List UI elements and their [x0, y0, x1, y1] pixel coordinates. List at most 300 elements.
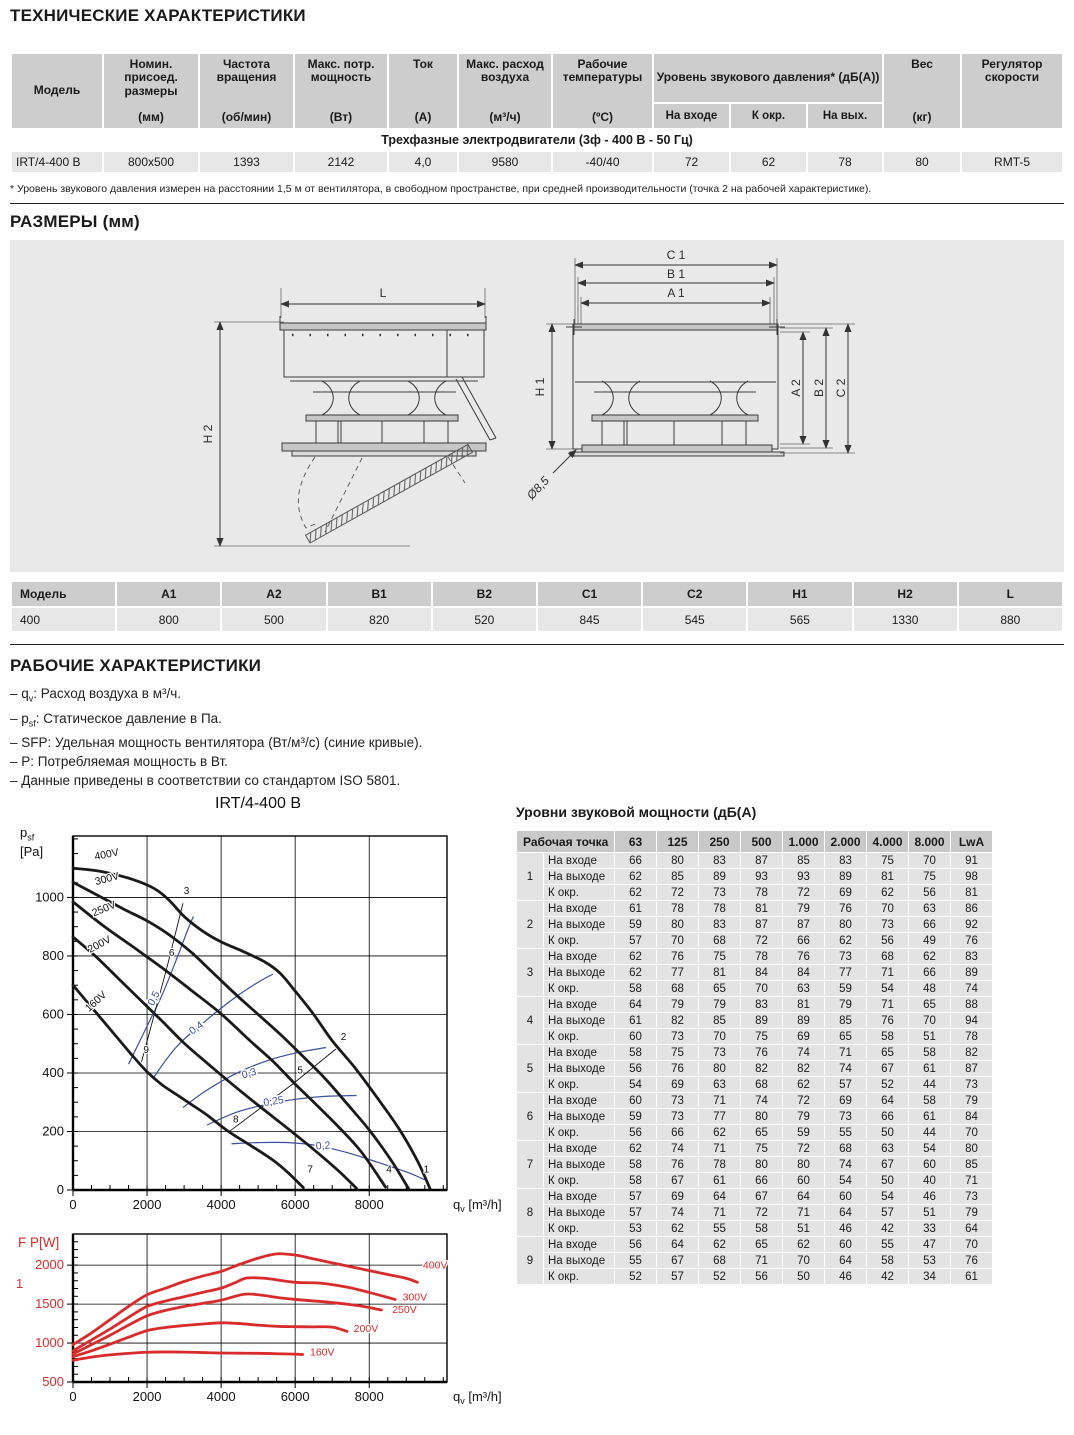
- sound-level-value: 85: [951, 1157, 992, 1172]
- measurement-position-label: К окр.: [544, 1125, 614, 1140]
- sound-level-value: 73: [867, 917, 908, 932]
- dim-label-A2: A 2: [789, 379, 803, 397]
- sound-level-value: 89: [741, 1013, 782, 1028]
- sound-table-row: [517, 1141, 992, 1156]
- svg-text:300V: 300V: [402, 1291, 428, 1304]
- section-divider: [10, 644, 1064, 645]
- sound-level-value: 34: [909, 1269, 950, 1284]
- sound-level-value: 78: [657, 901, 698, 916]
- working-point-number: 2: [517, 901, 543, 948]
- sound-level-value: 56: [615, 1061, 656, 1076]
- svg-text:400V: 400V: [422, 1259, 448, 1272]
- sound-level-value: 63: [909, 901, 950, 916]
- sound-level-value: 46: [909, 1189, 950, 1204]
- sound-level-value: 71: [867, 965, 908, 980]
- dims-header-cell: H2: [854, 582, 957, 606]
- sound-level-value: 46: [825, 1269, 866, 1284]
- y-axis-label-pressure: $p_{sf}$ [Pa]: [20, 825, 44, 859]
- svg-text:160V: 160V: [309, 1346, 335, 1359]
- sound-level-value: 73: [699, 1045, 740, 1060]
- working-point-number: 3: [517, 949, 543, 996]
- dim-label-A1: A 1: [667, 286, 685, 300]
- sound-level-value: 70: [909, 1013, 950, 1028]
- sound-level-value: 65: [741, 1125, 782, 1140]
- section-title-technical: ТЕХНИЧЕСКИЕ ХАРАКТЕРИСТИКИ: [10, 6, 306, 25]
- svg-text:8000: 8000: [354, 1197, 384, 1212]
- sound-level-value: 75: [657, 1045, 698, 1060]
- sound-level-value: 58: [909, 1093, 950, 1108]
- front-view-drawing: [546, 258, 855, 473]
- note-line: – SFP: Удельная мощность вентилятора (Вт/м³/с) (синие кривые).: [10, 735, 423, 751]
- measurement-position-label: На выходе: [544, 965, 614, 980]
- sound-level-value: 93: [741, 869, 782, 884]
- measurement-position-label: К окр.: [544, 1221, 614, 1236]
- dim-label-C1: C 1: [666, 248, 686, 262]
- sound-level-value: 64: [783, 1189, 824, 1204]
- sound-level-value: 64: [867, 1093, 908, 1108]
- sound-table-row: [517, 1269, 992, 1284]
- sound-level-value: 62: [615, 949, 656, 964]
- sound-level-value: 50: [867, 1125, 908, 1140]
- svg-text:6: 6: [168, 947, 175, 959]
- sound-level-value: 74: [783, 1045, 824, 1060]
- sound-level-value: 60: [825, 1189, 866, 1204]
- sound-header-cell: 125: [657, 831, 698, 852]
- svg-text:300V: 300V: [93, 870, 121, 889]
- sound-level-value: 51: [909, 1205, 950, 1220]
- sound-table-row: [517, 1205, 992, 1220]
- sound-level-value: 68: [699, 933, 740, 948]
- sound-table-row: [517, 885, 992, 900]
- sound-level-value: 63: [867, 1141, 908, 1156]
- sound-table-row: [517, 981, 992, 996]
- sound-level-value: 62: [699, 1237, 740, 1252]
- sound-level-value: 44: [909, 1077, 950, 1092]
- col-header-nominal-size: Номин. присоед. размеры (мм): [104, 54, 198, 128]
- sound-level-value: 42: [867, 1269, 908, 1284]
- sound-level-value: 83: [699, 917, 740, 932]
- sound-level-value: 68: [741, 1077, 782, 1092]
- svg-text:8000: 8000: [354, 1389, 384, 1404]
- measurement-position-label: На выходе: [544, 917, 614, 932]
- sound-level-value: 76: [951, 933, 992, 948]
- sound-level-value: 83: [951, 949, 992, 964]
- sound-level-value: 60: [615, 1093, 656, 1108]
- sound-level-value: 73: [951, 1077, 992, 1092]
- power-chart: [8, 1224, 508, 1416]
- sound-level-value: 70: [909, 853, 950, 868]
- sound-level-value: 54: [867, 981, 908, 996]
- sound-level-value: 70: [951, 1237, 992, 1252]
- sound-level-value: 80: [741, 1157, 782, 1172]
- sound-level-value: 93: [783, 869, 824, 884]
- note-line: – Данные приведены в соответствии со стандартом ISO 5801.: [10, 773, 401, 789]
- sound-level-value: 71: [951, 1173, 992, 1188]
- sound-level-value: 65: [867, 1045, 908, 1060]
- sound-level-value: 98: [951, 869, 992, 884]
- sound-level-value: 74: [825, 1157, 866, 1172]
- sound-level-value: 59: [783, 1125, 824, 1140]
- sound-level-value: 62: [699, 1125, 740, 1140]
- sound-level-value: 51: [783, 1221, 824, 1236]
- dims-value-cell: 1330: [854, 608, 957, 631]
- measurement-position-label: К окр.: [544, 933, 614, 948]
- motor-type-row: Трехфазные электродвигатели (3ф - 400 В - 50 Гц): [12, 130, 1062, 150]
- svg-text:4: 4: [386, 1164, 392, 1176]
- sound-level-value: 56: [615, 1237, 656, 1252]
- dims-data-row: [12, 608, 1062, 631]
- svg-text:200V: 200V: [353, 1323, 379, 1336]
- measurement-position-label: На входе: [544, 853, 614, 868]
- sound-level-value: 79: [699, 997, 740, 1012]
- svg-text:qv [m³/h]: $q_v$ [m³/h]: [453, 1389, 502, 1406]
- sound-level-value: 64: [825, 1253, 866, 1268]
- sound-table-row: [517, 917, 992, 932]
- sound-level-value: 89: [699, 869, 740, 884]
- sound-level-value: 79: [825, 997, 866, 1012]
- sound-level-value: 68: [657, 981, 698, 996]
- svg-text:0,2: 0,2: [315, 1139, 331, 1153]
- svg-text:250V: 250V: [392, 1304, 417, 1317]
- sound-level-value: 60: [615, 1029, 656, 1044]
- sound-level-value: 54: [909, 1141, 950, 1156]
- sound-table-row: [517, 1093, 992, 1108]
- sound-level-value: 82: [783, 1061, 824, 1076]
- sound-level-value: 58: [867, 1029, 908, 1044]
- sound-level-value: 83: [741, 997, 782, 1012]
- measurement-position-label: На входе: [544, 949, 614, 964]
- sound-level-value: 72: [783, 1093, 824, 1108]
- chart-title: IRT/4-400 B: [215, 795, 301, 812]
- sound-level-value: 72: [657, 885, 698, 900]
- sound-level-value: 81: [951, 885, 992, 900]
- sound-level-value: 78: [951, 1029, 992, 1044]
- sound-level-value: 67: [867, 1157, 908, 1172]
- dimensions-table: [10, 580, 1064, 633]
- sound-level-value: 62: [615, 869, 656, 884]
- svg-text:800: 800: [42, 947, 64, 963]
- sound-level-value: 62: [783, 1077, 824, 1092]
- subcol-surround: К окр.: [731, 104, 806, 128]
- svg-text:0: 0: [56, 1182, 64, 1197]
- measurement-position-label: На входе: [544, 1045, 614, 1060]
- sound-level-value: 75: [699, 949, 740, 964]
- sound-level-value: 67: [657, 1253, 698, 1268]
- measurement-position-label: На выходе: [544, 1109, 614, 1124]
- sound-level-value: 50: [783, 1269, 824, 1284]
- sound-level-value: 83: [699, 853, 740, 868]
- col-header-max-airflow: Макс. расход воздуха (м³/ч): [459, 54, 551, 128]
- sound-level-value: 71: [867, 997, 908, 1012]
- measurement-position-label: На входе: [544, 901, 614, 916]
- sound-level-value: 66: [615, 853, 656, 868]
- sound-header-cell: 500: [741, 831, 782, 852]
- sound-level-value: 50: [867, 1173, 908, 1188]
- svg-text:0: 0: [69, 1197, 77, 1212]
- sound-level-value: 67: [657, 1173, 698, 1188]
- sound-level-value: 87: [951, 1061, 992, 1076]
- sound-level-value: 84: [783, 965, 824, 980]
- sound-level-value: 71: [741, 1253, 782, 1268]
- dimension-drawings-panel: [10, 240, 1064, 572]
- sound-level-value: 72: [741, 933, 782, 948]
- svg-text:0,3: 0,3: [240, 1065, 258, 1082]
- sound-level-value: 77: [657, 965, 698, 980]
- sound-level-value: 60: [909, 1157, 950, 1172]
- sound-level-value: 69: [825, 1093, 866, 1108]
- sound-level-value: 87: [741, 853, 782, 868]
- sound-level-value: 63: [699, 1077, 740, 1092]
- svg-text:6000: 6000: [280, 1389, 310, 1404]
- sound-level-value: 81: [867, 869, 908, 884]
- sound-level-value: 72: [783, 1141, 824, 1156]
- sound-level-value: 75: [909, 869, 950, 884]
- note-line: – P: Потребляемая мощность в Вт.: [10, 754, 228, 770]
- svg-text:2000: 2000: [132, 1197, 162, 1212]
- sound-level-value: 73: [657, 1109, 698, 1124]
- sound-table-row: [517, 1045, 992, 1060]
- dims-value-cell: 880: [959, 608, 1062, 631]
- sound-level-value: 89: [825, 869, 866, 884]
- dim-label-H1: H 1: [533, 377, 547, 397]
- col-header-max-power: Макс. потр. мощность (Вт): [295, 54, 387, 128]
- sound-level-value: 75: [741, 1029, 782, 1044]
- dims-value-cell: 820: [328, 608, 431, 631]
- sound-level-value: 76: [951, 1253, 992, 1268]
- sound-level-value: 65: [825, 1029, 866, 1044]
- measurement-position-label: На выходе: [544, 1205, 614, 1220]
- sound-level-value: 76: [783, 949, 824, 964]
- sound-level-value: 58: [741, 1221, 782, 1236]
- y-axis-label-power: F P[W]: [18, 1235, 60, 1250]
- svg-text:2000: 2000: [35, 1257, 64, 1273]
- sound-level-value: 71: [699, 1093, 740, 1108]
- measurement-position-label: К окр.: [544, 1269, 614, 1284]
- sound-level-value: 63: [783, 981, 824, 996]
- sound-level-value: 60: [825, 1237, 866, 1252]
- sound-level-value: 85: [783, 853, 824, 868]
- sound-header-cell: 4.000: [867, 831, 908, 852]
- sound-level-value: 56: [615, 1125, 656, 1140]
- dims-header-cell: C1: [538, 582, 641, 606]
- sound-level-value: 73: [657, 1093, 698, 1108]
- sound-level-value: 61: [951, 1269, 992, 1284]
- sound-level-value: 66: [783, 933, 824, 948]
- sound-level-value: 80: [741, 1109, 782, 1124]
- sound-header-cell: Рабочая точка: [517, 831, 614, 852]
- sound-table-row: [517, 1221, 992, 1236]
- sound-level-value: 71: [825, 1045, 866, 1060]
- sound-level-value: 68: [867, 949, 908, 964]
- sound-level-value: 64: [699, 1189, 740, 1204]
- sound-level-value: 66: [741, 1173, 782, 1188]
- sound-level-value: 40: [909, 1173, 950, 1188]
- sound-level-value: 67: [741, 1189, 782, 1204]
- measurement-position-label: К окр.: [544, 885, 614, 900]
- sound-level-value: 68: [825, 1141, 866, 1156]
- sound-level-value: 70: [657, 933, 698, 948]
- sound-level-value: 72: [741, 1205, 782, 1220]
- dims-header-cell: B2: [433, 582, 536, 606]
- measurement-position-label: К окр.: [544, 1077, 614, 1092]
- measurement-position-label: К окр.: [544, 1173, 614, 1188]
- sound-level-value: 70: [699, 1029, 740, 1044]
- sound-table-row: [517, 1109, 992, 1124]
- working-point-number: 1: [517, 853, 543, 900]
- section-divider: [10, 203, 1064, 204]
- sound-level-value: 76: [741, 1045, 782, 1060]
- sound-level-value: 71: [783, 1205, 824, 1220]
- col-header-work-temp: Рабочие температуры (ºС): [553, 54, 652, 128]
- sound-level-value: 55: [699, 1221, 740, 1236]
- sound-level-value: 73: [951, 1189, 992, 1204]
- sound-level-value: 82: [951, 1045, 992, 1060]
- svg-text:500: 500: [42, 1374, 64, 1389]
- sound-level-value: 55: [867, 1237, 908, 1252]
- sound-level-value: 57: [615, 933, 656, 948]
- sound-level-value: 78: [699, 901, 740, 916]
- sound-level-value: 47: [909, 1237, 950, 1252]
- sound-level-value: 59: [615, 917, 656, 932]
- sound-level-value: 74: [657, 1205, 698, 1220]
- tech-data-row: IRT/4-400 B 800x500 1393 2142 4,0 9580 -40/40 72 62 78 80 RMT-5: [12, 152, 1062, 172]
- sound-header-cell: 2.000: [825, 831, 866, 852]
- sound-level-value: 92: [951, 917, 992, 932]
- sound-level-value: 57: [615, 1189, 656, 1204]
- svg-text:2: 2: [340, 1032, 347, 1044]
- sound-level-value: 52: [699, 1269, 740, 1284]
- sound-level-value: 68: [699, 1253, 740, 1268]
- svg-text:200V: 200V: [85, 933, 114, 956]
- sound-level-value: 66: [909, 917, 950, 932]
- sound-level-value: 84: [741, 965, 782, 980]
- sound-power-table: [516, 830, 993, 1285]
- sound-table-row: [517, 997, 992, 1012]
- sound-level-value: 76: [867, 1013, 908, 1028]
- sound-level-value: 54: [615, 1077, 656, 1092]
- svg-text:2000: 2000: [132, 1389, 162, 1404]
- sound-level-value: 77: [825, 965, 866, 980]
- sound-level-value: 59: [615, 1109, 656, 1124]
- sound-level-value: 62: [909, 949, 950, 964]
- sound-table-row: [517, 1173, 992, 1188]
- sound-table-row: [517, 1157, 992, 1172]
- sound-level-value: 78: [741, 885, 782, 900]
- dims-header-cell: B1: [328, 582, 431, 606]
- sound-level-value: 78: [699, 1157, 740, 1172]
- sound-level-value: 61: [909, 1061, 950, 1076]
- sound-level-value: 76: [657, 1061, 698, 1076]
- sound-level-value: 91: [951, 853, 992, 868]
- sound-level-value: 62: [615, 965, 656, 980]
- sound-level-value: 82: [741, 1061, 782, 1076]
- sound-level-value: 52: [615, 1269, 656, 1284]
- col-header-current: Ток (А): [389, 54, 457, 128]
- sound-level-value: 80: [657, 853, 698, 868]
- sound-level-value: 73: [657, 1029, 698, 1044]
- measurement-position-label: На входе: [544, 1141, 614, 1156]
- measurement-position-label: К окр.: [544, 981, 614, 996]
- dim-label-B1: B 1: [666, 267, 686, 281]
- sound-level-value: 62: [615, 885, 656, 900]
- sound-level-value: 71: [699, 1205, 740, 1220]
- sound-table-row: [517, 853, 992, 868]
- sound-level-value: 62: [657, 1221, 698, 1236]
- sound-level-value: 78: [741, 949, 782, 964]
- sound-level-value: 62: [867, 885, 908, 900]
- sound-level-value: 54: [825, 1173, 866, 1188]
- sound-level-value: 48: [909, 981, 950, 996]
- sound-level-value: 86: [951, 901, 992, 916]
- dim-label-H2: H 2: [201, 424, 215, 444]
- svg-text:5: 5: [297, 1065, 303, 1077]
- sound-level-value: 51: [909, 1029, 950, 1044]
- sound-level-value: 56: [741, 1269, 782, 1284]
- sound-level-value: 49: [909, 933, 950, 948]
- dims-header-cell: H1: [748, 582, 851, 606]
- sound-level-value: 80: [657, 917, 698, 932]
- sound-level-value: 77: [699, 1109, 740, 1124]
- sound-table-row: [517, 949, 992, 964]
- dims-value-cell: 800: [117, 608, 220, 631]
- working-point-number: 8: [517, 1189, 543, 1236]
- sound-level-value: 33: [909, 1221, 950, 1236]
- sound-level-value: 88: [951, 997, 992, 1012]
- svg-text:0: 0: [69, 1389, 77, 1404]
- svg-text:9: 9: [143, 1045, 149, 1057]
- working-point-number: 6: [517, 1093, 543, 1140]
- dims-header-cell: C2: [643, 582, 746, 606]
- svg-text:160V: 160V: [82, 989, 110, 1015]
- measurement-position-label: На выходе: [544, 869, 614, 884]
- measurement-position-label: На входе: [544, 997, 614, 1012]
- sound-level-value: 57: [867, 1205, 908, 1220]
- col-header-rpm: Частота вращения (об/мин): [200, 54, 293, 128]
- dimension-drawing-svg: [10, 240, 1064, 572]
- dim-label-L: L: [379, 286, 387, 300]
- dims-value-cell: 545: [643, 608, 746, 631]
- sound-level-value: 81: [783, 997, 824, 1012]
- sound-level-value: 72: [783, 885, 824, 900]
- sound-level-value: 56: [909, 885, 950, 900]
- sound-level-value: 70: [951, 1125, 992, 1140]
- working-point-number: 7: [517, 1141, 543, 1188]
- sound-level-value: 54: [867, 1189, 908, 1204]
- sound-table-row: [517, 1189, 992, 1204]
- sound-level-value: 64: [657, 1237, 698, 1252]
- sound-level-value: 58: [615, 981, 656, 996]
- sound-level-value: 61: [909, 1109, 950, 1124]
- col-header-model: Модель: [12, 54, 102, 128]
- measurement-position-label: К окр.: [544, 1029, 614, 1044]
- svg-text:4000: 4000: [206, 1197, 236, 1212]
- sound-level-value: 85: [657, 869, 698, 884]
- svg-text:6000: 6000: [280, 1197, 310, 1212]
- col-header-speed-controller: Регулятор скорости: [962, 54, 1062, 128]
- svg-text:1000: 1000: [35, 889, 64, 905]
- sound-level-value: 81: [699, 965, 740, 980]
- sound-level-value: 70: [741, 981, 782, 996]
- sound-level-value: 58: [867, 1253, 908, 1268]
- performance-chart: [8, 820, 508, 1218]
- sound-header-cell: 1.000: [783, 831, 824, 852]
- working-point-number: 9: [517, 1237, 543, 1284]
- sound-table-row: [517, 901, 992, 916]
- col-header-weight: Вес (кг): [884, 54, 960, 128]
- svg-text:400: 400: [42, 1064, 64, 1080]
- sound-level-value: 62: [825, 933, 866, 948]
- sound-level-value: 65: [699, 981, 740, 996]
